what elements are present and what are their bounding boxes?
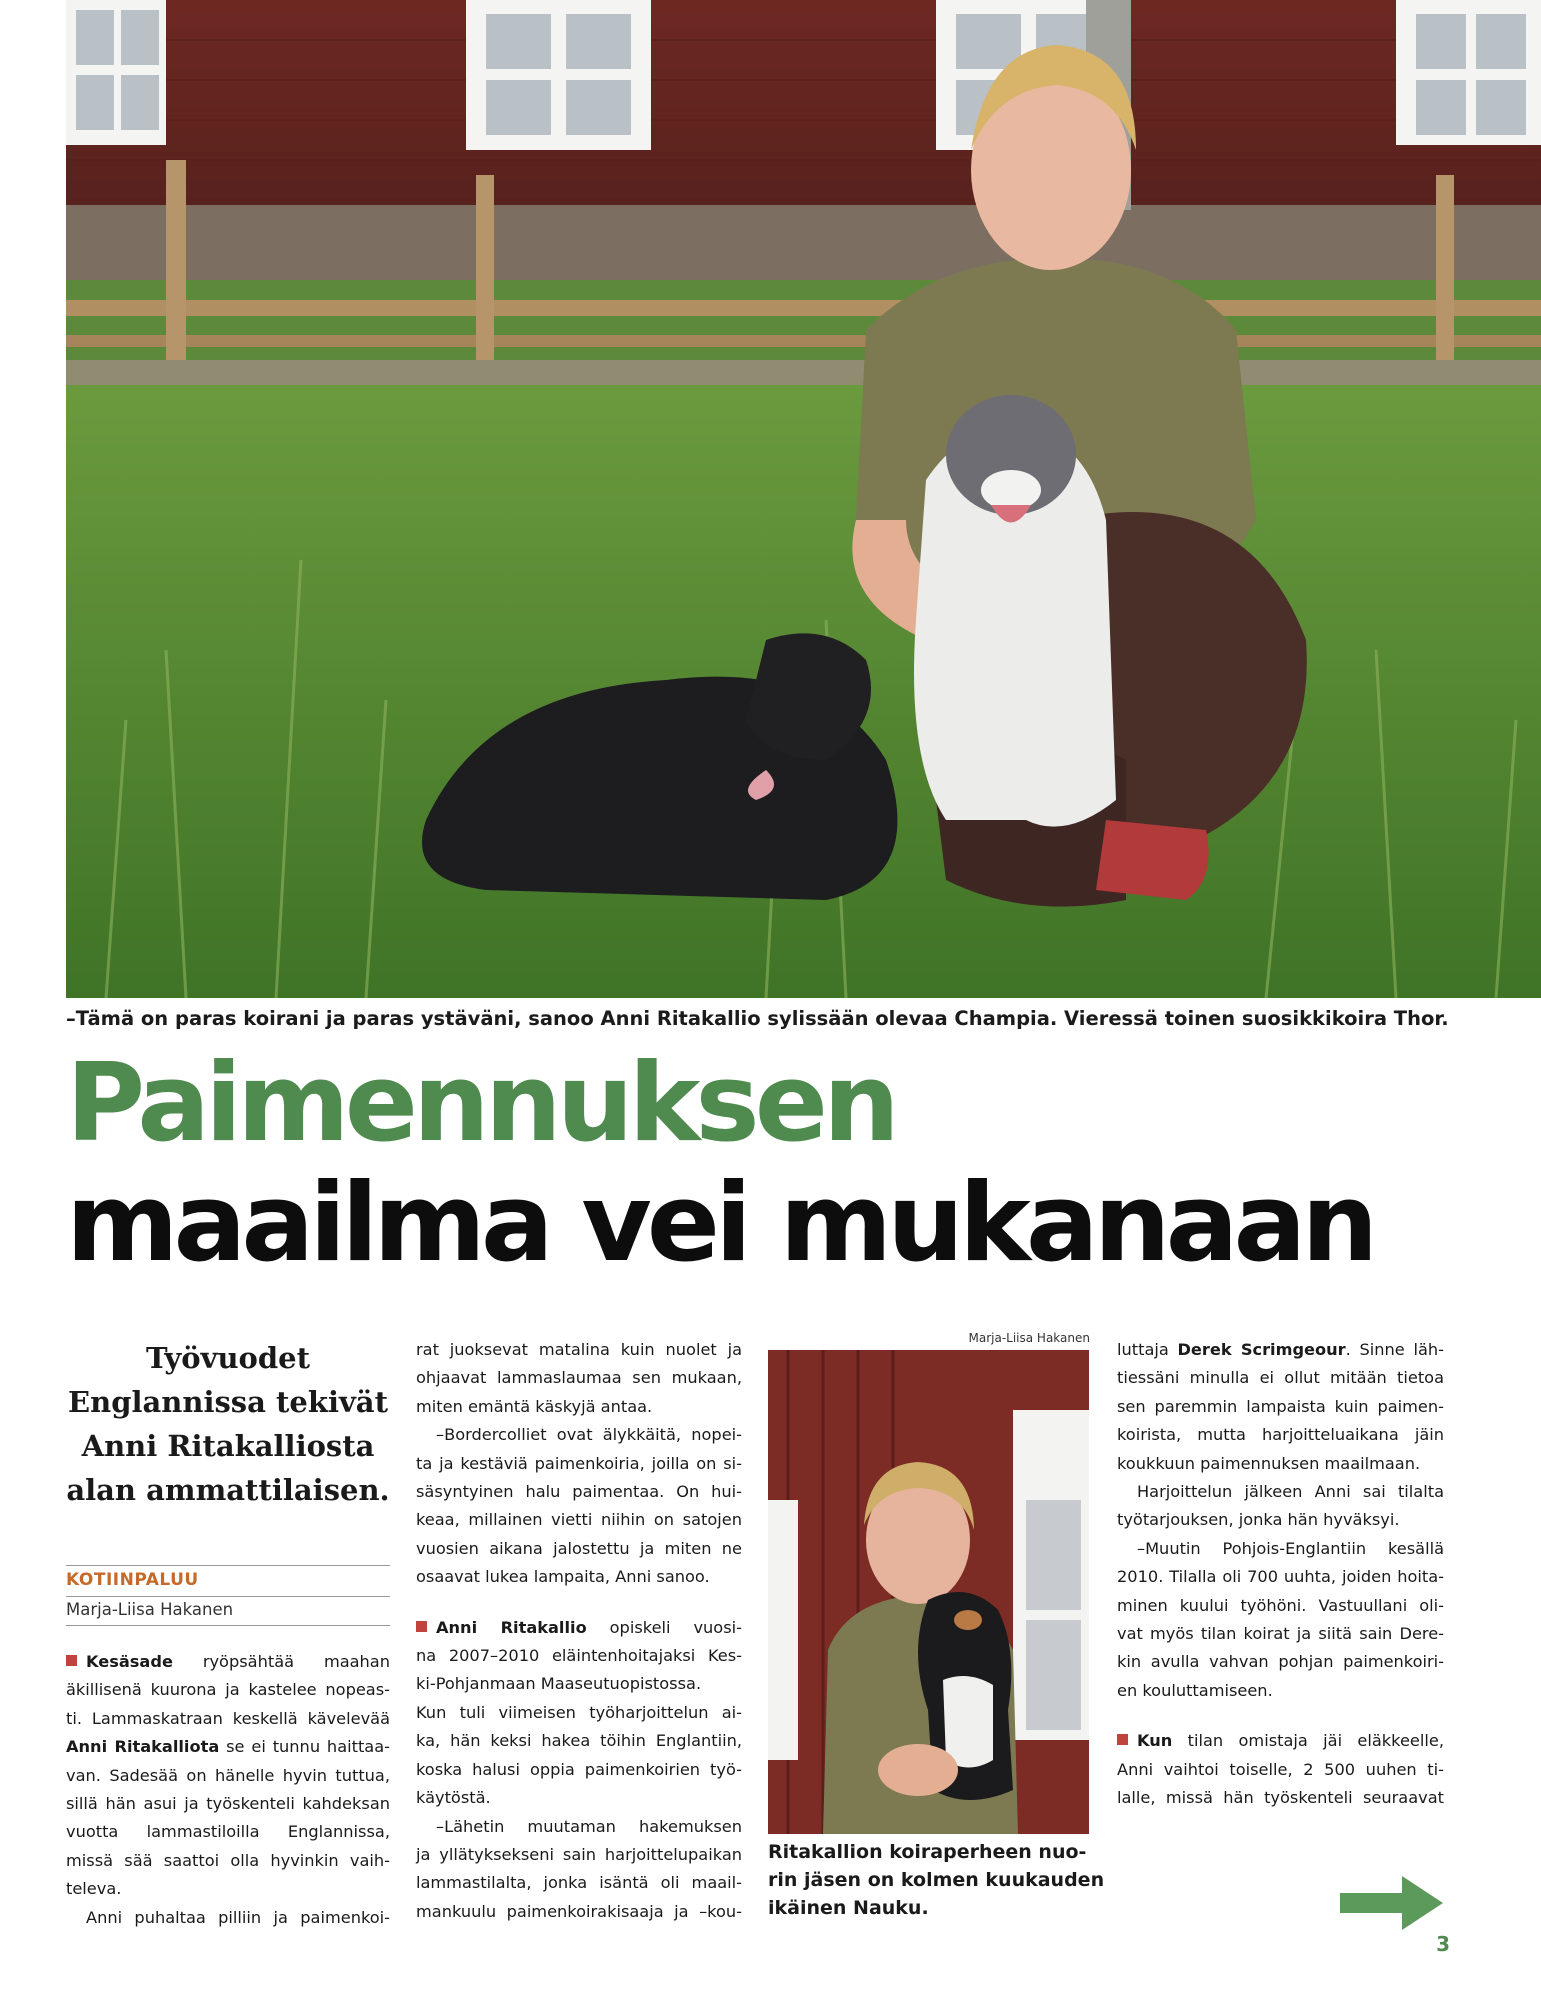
caption-line: Ritakallion koiraperheen nuo- bbox=[768, 1841, 1087, 1863]
text-line: –Muutin Pohjois-Englantiin kesällä bbox=[1137, 1538, 1444, 1558]
lead-line: Työvuodet bbox=[146, 1341, 310, 1375]
text-line: koska halusi oppia paimenkoirien työ- bbox=[416, 1759, 742, 1779]
hero-photo-caption: –Tämä on paras koirani ja paras ystäväni, sanoo Anni Ritakallio sylissään olevaa Champia. Vieressä toinen suosikkikoira Thor. bbox=[66, 1007, 1449, 1030]
text-line: Anni Ritakalliota se ei tunnu haittaa- bbox=[66, 1737, 390, 1757]
text-line: Anni Ritakallio opiskeli vuosi- bbox=[416, 1614, 742, 1642]
divider bbox=[66, 1596, 390, 1597]
text-line: ta ja kestäviä paimenkoiria, joilla on si- bbox=[416, 1453, 742, 1473]
headline-line-2: maailma vei mukanaan bbox=[66, 1161, 1374, 1286]
text-line: osaavat lukea lampaita, Anni sanoo. bbox=[416, 1567, 710, 1587]
text-line: tiessäni minulla ei ollut mitään tietoa bbox=[1117, 1368, 1444, 1388]
text-line: –Bordercolliet ovat älykkäitä, nopei- bbox=[436, 1425, 742, 1445]
photo-credit: Marja-Liisa Hakanen bbox=[968, 1331, 1090, 1345]
text-line: televa. bbox=[66, 1879, 122, 1899]
text-line: –Lähetin muutaman hakemuksen bbox=[436, 1816, 742, 1836]
text-line: ohjaavat lammaslaumaa sen mukaan, bbox=[416, 1368, 742, 1388]
text-line: keaa, millainen vietti niihin on satojen bbox=[416, 1510, 742, 1530]
bullet-square-icon bbox=[416, 1621, 427, 1632]
text-line: lalle, missä hän työskenteli seuraavat bbox=[1117, 1788, 1444, 1808]
text-line: lammastilalta, jonka isäntä oli maail- bbox=[416, 1873, 742, 1893]
article-column-4 bbox=[1117, 1336, 1444, 1813]
text-line: van. Sadesää on hänelle hyvin tuttua, bbox=[66, 1765, 390, 1785]
bullet-square-icon bbox=[66, 1655, 77, 1666]
text-line: Kun tilan omistaja jäi eläkkeelle, bbox=[1117, 1727, 1444, 1755]
lead-line: Englannissa tekivät bbox=[68, 1385, 388, 1419]
text-line: Anni puhaltaa pilliin ja paimenkoi- bbox=[86, 1907, 390, 1927]
text-line: koirista, mutta harjoitteluaikana jäin bbox=[1117, 1425, 1444, 1445]
lead-line: Anni Ritakalliosta bbox=[81, 1429, 375, 1463]
caption-line: rin jäsen on kolmen kuukauden bbox=[768, 1869, 1105, 1891]
text-line: ti. Lammaskatraan keskellä kävelevää bbox=[66, 1708, 390, 1728]
text-line: sillä hän asui ja työskenteli kahdeksan bbox=[66, 1794, 390, 1814]
text-line: luttaja Derek Scrimgeour. Sinne läh- bbox=[1117, 1340, 1444, 1359]
text-line: säsyntyinen halu paimentaa. On hui- bbox=[416, 1482, 742, 1502]
text-line: mankuulu paimenkoirakisaaja ja –kou- bbox=[416, 1901, 742, 1921]
text-line: minen kuului työhöni. Vastuullani oli- bbox=[1117, 1595, 1444, 1615]
paragraph-gap bbox=[1117, 1705, 1444, 1727]
text-line: missä sää saattoi olla hyvinkin vaih- bbox=[66, 1850, 390, 1870]
paragraph-gap bbox=[416, 1592, 742, 1614]
text-line: vuotta lammastiloilla Englannissa, bbox=[66, 1822, 390, 1842]
divider bbox=[66, 1625, 390, 1626]
author-byline: Marja-Liisa Hakanen bbox=[66, 1600, 234, 1619]
text-line: ja yllätyksekseni sain harjoittelupaikan bbox=[416, 1844, 742, 1864]
text-line: ka, hän keksi hakea töihin Englantiin, bbox=[416, 1731, 742, 1751]
text-line: ki-Pohjanmaan Maaseutuopistossa. bbox=[416, 1674, 702, 1694]
article-column-1 bbox=[66, 1648, 390, 1932]
text-line: miten emäntä käskyjä antaa. bbox=[416, 1396, 653, 1416]
headline-line-1: Paimennuksen bbox=[66, 1041, 895, 1166]
text-line: Harjoittelun jälkeen Anni sai tilalta bbox=[1137, 1482, 1444, 1502]
text-line: en kouluttamiseen. bbox=[1117, 1680, 1273, 1700]
text-line: käytöstä. bbox=[416, 1788, 491, 1808]
page-number: 3 bbox=[1436, 1932, 1450, 1956]
article-column-2 bbox=[416, 1336, 742, 1926]
text-line: Anni vaihtoi toiselle, 2 500 uuhen ti- bbox=[1117, 1759, 1444, 1779]
caption-line: ikäinen Nauku. bbox=[768, 1897, 929, 1919]
text-line: vat myös tilan koirat ja siitä sain Dere- bbox=[1117, 1624, 1444, 1644]
lead-deck bbox=[66, 1336, 390, 1512]
text-line: rat juoksevat matalina kuin nuolet ja bbox=[416, 1340, 742, 1359]
text-line: na 2007–2010 eläintenhoitajaksi Kes- bbox=[416, 1646, 742, 1666]
section-label: KOTIINPALUU bbox=[66, 1570, 199, 1590]
text-line: koukkuun paimennuksen maailmaan. bbox=[1117, 1453, 1421, 1473]
inset-photo-caption bbox=[768, 1838, 1105, 1922]
text-line: Kun tuli viimeisen työharjoittelun ai- bbox=[416, 1702, 742, 1722]
text-line: äkillisenä kuurona ja kastelee nopeas- bbox=[66, 1680, 390, 1700]
right-arrow-icon bbox=[1340, 1876, 1443, 1930]
inset-photo bbox=[768, 1350, 1089, 1834]
text-line: vuosien aikana jalostettu ja miten ne bbox=[416, 1538, 742, 1558]
text-line: sen paremmin lampaista kuin paimen- bbox=[1117, 1396, 1444, 1416]
text-line: kin avulla vahvan pohjan paimenkoiri- bbox=[1117, 1652, 1444, 1672]
text-line: 2010. Tilalla oli 700 uuhta, joiden hoita- bbox=[1117, 1567, 1444, 1587]
hero-photo bbox=[66, 0, 1541, 998]
bullet-square-icon bbox=[1117, 1734, 1128, 1745]
lead-line: alan ammattilaisen. bbox=[66, 1473, 390, 1507]
text-line: Kesäsade ryöpsähtää maahan bbox=[66, 1648, 390, 1676]
divider bbox=[66, 1565, 390, 1566]
text-line: työtarjouksen, jonka hän hyväksyi. bbox=[1117, 1510, 1400, 1530]
